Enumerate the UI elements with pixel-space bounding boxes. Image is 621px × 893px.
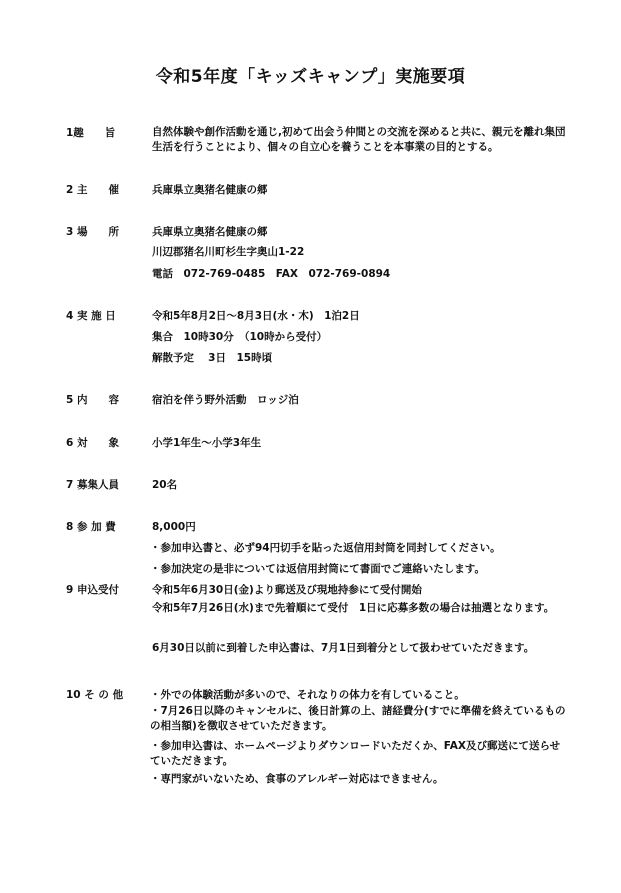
section-other-note-4: ・専門家がいないため、食事のアレルギー対応はできません。 bbox=[150, 773, 444, 785]
section-target-text: 小学1年生～小学3年生 bbox=[152, 437, 262, 449]
section-label-other: 10 そ の 他 bbox=[66, 689, 124, 701]
section-content-text: 宿泊を伴う野外活動 ロッジ泊 bbox=[152, 394, 299, 406]
document-title: 令和5年度「キッズキャンプ」実施要項 bbox=[155, 67, 466, 87]
section-label-capacity: 7 募集人員 bbox=[66, 479, 119, 491]
section-date-text: 令和5年8月2日～8月3日(水・木) 1泊2日 bbox=[152, 310, 360, 322]
section-other-note-2: ・7月26日以降のキャンセルに、後日計算の上、諸経費分(すでに準備を終えているものの相当額)を徴収させていただきます。 bbox=[150, 705, 566, 732]
section-application-start: 令和5年6月30日(金)より郵送及び現地持参にて受付開始 bbox=[152, 584, 422, 596]
section-date-meeting: 集合 10時30分 （10時から受付） bbox=[152, 331, 328, 343]
section-application-deadline: 令和5年7月26日(水)まで先着順にて受付 1日に応募多数の場合は抽選となります。 bbox=[152, 602, 555, 614]
section-application-note: 6月30日以前に到着した申込書は、7月1日到着分として扱わせていただきます。 bbox=[152, 642, 535, 654]
section-fee-note-1: ・参加申込書と、必ず94円切手を貼った返信用封筒を同封してください。 bbox=[150, 542, 501, 554]
section-label-application: 9 申込受付 bbox=[66, 584, 119, 596]
section-location-name: 兵庫県立奥猪名健康の郷 bbox=[152, 226, 268, 238]
section-label-fee: 8 参 加 費 bbox=[66, 521, 116, 533]
section-fee-note-2: ・参加決定の是非については返信用封筒にて書面でご連絡いたします。 bbox=[150, 563, 485, 575]
section-label-organizer: 2 主 催 bbox=[66, 184, 119, 196]
section-purpose-text: 自然体験や創作活動を通じ,初めて出会う仲間との交流を深めると共に、親元を離れ集団生活を行うことにより、個々の自立心を養うことを本事業の目的とする。 bbox=[152, 126, 566, 153]
section-fee-amount: 8,000円 bbox=[152, 521, 196, 533]
section-capacity-text: 20名 bbox=[152, 479, 178, 491]
section-label-date: 4 実 施 日 bbox=[66, 310, 116, 322]
section-location-address: 川辺郡猪名川町杉生字奥山1-22 bbox=[152, 246, 305, 258]
section-label-location: 3 場 所 bbox=[66, 226, 119, 238]
section-other-note-3: ・参加申込書は、ホームページよりダウンロードいただくか、FAX及び郵送にて送らせていただきます。 bbox=[150, 740, 561, 767]
section-label-target: 6 対 象 bbox=[66, 437, 119, 449]
section-location-phone: 電話 072-769-0485 FAX 072-769-0894 bbox=[152, 268, 391, 280]
section-label-purpose: 1趣 旨 bbox=[66, 127, 116, 139]
section-date-dismissal: 解散予定 3日 15時頃 bbox=[152, 352, 273, 364]
section-other-note-1: ・外での体験活動が多いので、それなりの体力を有していること。 bbox=[150, 689, 465, 701]
section-organizer-text: 兵庫県立奥猪名健康の郷 bbox=[152, 184, 268, 196]
section-label-content: 5 内 容 bbox=[66, 394, 119, 406]
